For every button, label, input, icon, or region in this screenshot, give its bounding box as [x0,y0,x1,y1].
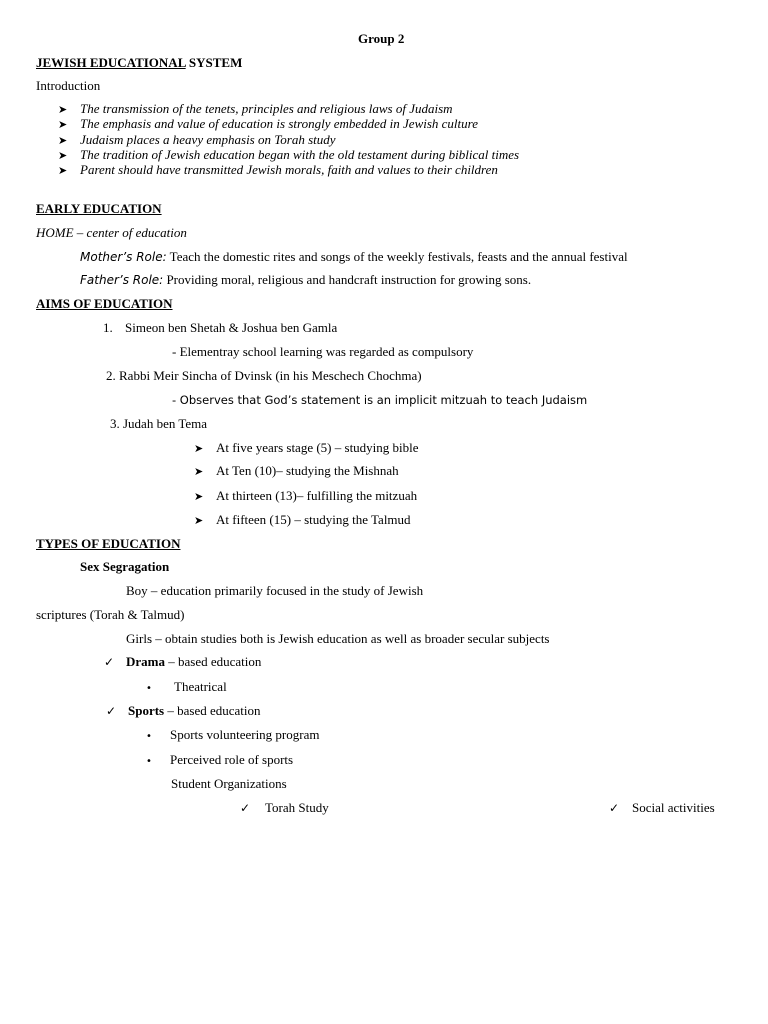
bullet-icon: • [146,756,152,767]
drama-item [104,654,261,670]
group-label: Group 2 [358,31,405,46]
student-organizations: Student Organizations [171,776,287,791]
checkmark-icon: ✓ [104,655,115,669]
arrow-bullet-icon: ➤ [58,118,68,131]
checkmark-icon: ✓ [106,704,117,718]
drama-sub-text: Theatrical [174,679,227,694]
intro-bullet-text: The transmission of the tenets, principles and religious laws of Judaism [80,101,453,116]
mother-role-text: Teach the domestic rites and songs of the weekly festivals, feasts and the annual festival [166,249,628,264]
sports-item [106,703,261,719]
arrow-bullet-icon: ➤ [58,149,68,162]
checkmark-icon: ✓ [240,801,251,815]
arrow-bullet-icon: ➤ [58,134,68,147]
girls-line: Girls – obtain studies both is Jewish education as well as broader secular subjects [126,631,550,646]
stage-text: At thirteen (13)– fulfilling the mitzuah [216,488,418,503]
stage-item [194,440,419,457]
aims-item-1-text: Simeon ben Shetah & Joshua ben Gamla [125,320,338,335]
father-role-label: Father’s Role: [80,273,164,287]
aims-item-2-sub: - Observes that God’s statement is an implicit mitzuah to teach Judaism [172,393,588,407]
arrow-bullet-icon: ➤ [194,514,204,527]
arrow-bullet-icon: ➤ [58,103,68,116]
sports-label: Sports [128,703,165,718]
father-role-text: Providing moral, religious and handcraft instruction for growing sons. [163,272,532,287]
sports-sub-text: Perceived role of sports [170,752,294,767]
boy-line-1: Boy – education primarily focused in the study of Jewish [126,583,424,598]
intro-bullet-text: The tradition of Jewish education began with the old testament during biblical times [80,147,520,162]
arrow-bullet-icon: ➤ [58,164,68,177]
intro-heading: Introduction [36,78,101,93]
intro-bullet-text: The emphasis and value of education is strongly embedded in Jewish culture [80,116,478,131]
aims-item-1-number: 1. [103,320,113,335]
arrow-bullet-icon: ➤ [194,490,204,503]
mother-role-label: Mother’s Role: [80,250,167,264]
aims-item-3: 3. Judah ben Tema [110,416,208,431]
checkmark-icon: ✓ [609,801,620,815]
sports-rest: – based education [164,703,261,718]
intro-bullet-text: Judaism places a heavy emphasis on Torah study [80,132,336,147]
intro-bullet [58,162,498,179]
home-line: HOME – center of education [36,225,187,240]
drama-label: Drama [126,654,165,669]
org-item-social [609,800,715,816]
bullet-icon: • [146,731,152,742]
stage-item [194,463,399,480]
intro-bullet [58,116,478,133]
early-education-heading: EARLY EDUCATION [36,201,162,216]
drama-sub-item [146,679,227,697]
aims-item-2: 2. Rabbi Meir Sincha of Dvinsk (in his Meschech Chochma) [106,368,422,383]
stage-item [194,488,417,505]
stage-text: At fifteen (15) – studying the Talmud [216,512,411,527]
mother-role [80,249,628,265]
bullet-icon: • [146,683,152,694]
title-underlined: JEWISH EDUCATIONAL [36,55,186,70]
boy-line-2: scriptures (Torah & Talmud) [36,607,185,622]
aims-item-1-sub: - Elementray school learning was regarded as compulsory [172,344,474,359]
stage-text: At Ten (10)– studying the Mishnah [216,463,399,478]
title-rest: SYSTEM [185,55,243,70]
arrow-bullet-icon: ➤ [194,442,204,455]
org-item-social-text: Social activities [632,800,715,815]
org-item-torah-text: Torah Study [265,800,329,815]
document-title [36,55,242,71]
sex-segregation-heading: Sex Segragation [80,559,170,574]
arrow-bullet-icon: ➤ [194,465,204,478]
aims-heading: AIMS OF EDUCATION [36,296,173,311]
sports-sub-item [146,752,293,770]
org-item-torah [240,800,329,816]
stage-text: At five years stage (5) – studying bible [216,440,419,455]
intro-bullet-text: Parent should have transmitted Jewish morals, faith and values to their children [80,162,498,177]
sports-sub-text: Sports volunteering program [170,727,320,742]
sports-sub-item [146,727,319,745]
stage-item [194,512,411,529]
drama-rest: – based education [165,654,262,669]
aims-item-1 [103,320,337,336]
types-heading: TYPES OF EDUCATION [36,536,181,551]
father-role [80,272,531,288]
